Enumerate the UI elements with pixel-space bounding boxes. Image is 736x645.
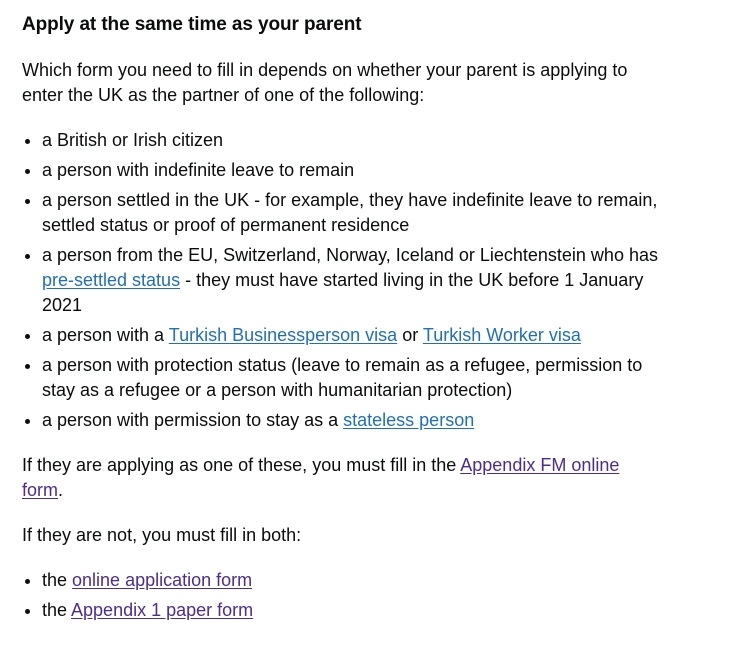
list-item (42, 128, 662, 153)
stateless-person-link[interactable]: stateless person (343, 410, 475, 430)
paragraph-text: . (58, 480, 64, 500)
paragraph-text: If they are applying as one of these, you must fill in the (22, 455, 461, 475)
online-application-form-link[interactable]: online application form (72, 570, 253, 590)
turkish-businessperson-visa-link[interactable]: Turkish Businessperson visa (168, 325, 398, 345)
list-item-text: or (397, 325, 423, 345)
turkish-worker-visa-link[interactable]: Turkish Worker visa (422, 325, 581, 345)
list-item-text: - they must have started living in the UK before 1 January 2021 (42, 270, 644, 315)
pre-settled-status-link[interactable]: pre-settled status (42, 270, 181, 290)
partner-type-list (22, 128, 662, 433)
list-item-text: a British or Irish citizen (42, 130, 224, 150)
list-item (42, 158, 662, 183)
list-item (42, 598, 662, 623)
list-item (42, 408, 662, 433)
list-item-text: a person settled in the UK - for example, they have indefinite leave to remain, settled status or proof of permanent residence (42, 190, 658, 235)
list-item-text: the (42, 570, 73, 590)
list-item (42, 323, 662, 348)
appendix-1-paper-form-link[interactable]: Appendix 1 paper form (71, 600, 254, 620)
list-item-text: a person with indefinite leave to remain (42, 160, 355, 180)
list-item-text: a person with protection status (leave to remain as a refugee, permission to stay as a refugee or a person with humanitarian protection) (42, 355, 643, 400)
intro-paragraph: Which form you need to fill in depends on whether your parent is applying to enter the UK as the partner of one of the following: (22, 60, 628, 105)
appendix-fm-online-form-link[interactable]: Appendix FM online form (22, 455, 620, 500)
appendix-fm-paragraph (22, 453, 662, 503)
list-item (42, 353, 662, 403)
list-item-text: a person with a (42, 325, 169, 345)
list-item-text: the (42, 600, 72, 620)
list-item (42, 188, 662, 238)
list-item-text: a person with permission to stay as a (42, 410, 344, 430)
forms-list (22, 568, 662, 623)
list-item-text: a person from the EU, Switzerland, Norway, Iceland or Liechtenstein who has (42, 245, 658, 265)
not-applying-paragraph: If they are not, you must fill in both: (22, 525, 302, 545)
list-item (42, 243, 662, 318)
list-item (42, 568, 662, 593)
section-heading: Apply at the same time as your parent (22, 14, 362, 35)
